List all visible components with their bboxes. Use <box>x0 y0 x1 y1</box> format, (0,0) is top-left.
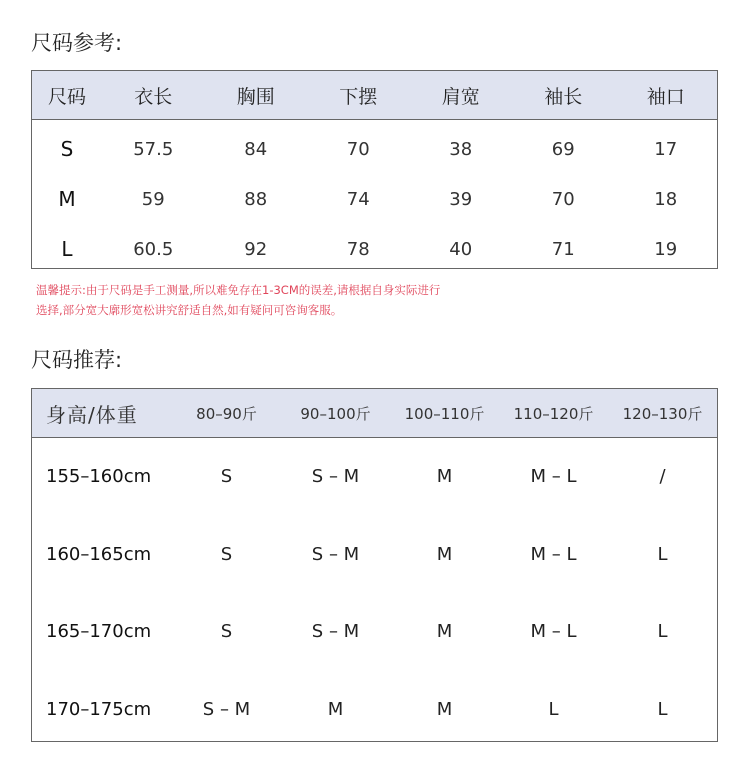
measurement-note <box>36 280 556 320</box>
header-cell: 80–90斤 <box>196 404 257 423</box>
table-row <box>32 516 717 594</box>
recommendation-header <box>32 389 717 438</box>
size-label: S <box>60 137 74 161</box>
table-cell: 92 <box>244 238 268 260</box>
table-cell: 71 <box>551 238 575 260</box>
recommendation-body <box>32 438 717 748</box>
height-range: 165–170cm <box>46 621 152 643</box>
table-cell: 74 <box>346 188 370 210</box>
table-cell: S – M <box>311 543 360 565</box>
table-cell: S <box>220 466 233 488</box>
table-cell: 59 <box>141 188 165 210</box>
height-range: 160–165cm <box>46 543 152 565</box>
table-cell: M <box>436 466 453 488</box>
size-label: M <box>58 187 76 211</box>
table-row <box>32 671 717 749</box>
table-cell: M – L <box>530 621 577 643</box>
table-cell: / <box>659 466 666 488</box>
table-cell: 19 <box>654 238 678 260</box>
size-reference-title: 尺码参考: <box>31 31 123 55</box>
table-cell: 84 <box>244 138 268 160</box>
header-cell: 110–120斤 <box>513 404 594 423</box>
table-cell: S <box>220 543 233 565</box>
size-chart-header <box>32 71 717 120</box>
header-cell: 袖口 <box>646 85 685 108</box>
table-cell: S – M <box>202 698 251 720</box>
table-cell: S <box>220 621 233 643</box>
table-cell: 78 <box>346 238 370 260</box>
size-chart-body <box>32 120 717 274</box>
header-cell: 120–130斤 <box>622 404 703 423</box>
table-cell: M – L <box>530 543 577 565</box>
table-cell: M <box>436 621 453 643</box>
table-cell: L <box>657 543 668 565</box>
table-row <box>32 224 717 274</box>
table-row <box>32 593 717 671</box>
table-cell: 60.5 <box>133 238 174 260</box>
header-cell: 尺码 <box>47 85 86 108</box>
table-cell: 39 <box>449 188 473 210</box>
table-row <box>32 438 717 516</box>
table-cell: M <box>436 543 453 565</box>
header-cell: 身高/体重 <box>46 402 138 427</box>
table-cell: 38 <box>449 138 473 160</box>
table-cell: M – L <box>530 466 577 488</box>
height-range: 155–160cm <box>46 466 152 488</box>
table-cell: M <box>436 698 453 720</box>
table-cell: 18 <box>654 188 678 210</box>
size-label: L <box>61 237 73 261</box>
table-cell: 88 <box>244 188 268 210</box>
table-cell: 17 <box>654 138 678 160</box>
header-cell: 胸围 <box>236 85 275 108</box>
size-recommendation-title: 尺码推荐: <box>31 348 123 372</box>
table-cell: L <box>548 698 559 720</box>
table-row <box>32 124 717 174</box>
header-cell: 袖长 <box>544 85 583 108</box>
table-cell: 57.5 <box>133 138 174 160</box>
table-cell: 70 <box>551 188 575 210</box>
header-cell: 衣长 <box>134 85 173 108</box>
note-line: 选择,部分宽大廓形宽松讲究舒适自然,如有疑问可咨询客服。 <box>36 303 343 317</box>
table-cell: S – M <box>311 466 360 488</box>
table-cell: 40 <box>449 238 473 260</box>
note-line: 温馨提示:由于尺码是手工测量,所以难免存在1-3CM的误差,请根据自身实际进行 <box>36 283 441 297</box>
header-cell: 90–100斤 <box>300 404 371 423</box>
table-cell: M <box>327 698 344 720</box>
table-cell: L <box>657 698 668 720</box>
table-cell: L <box>657 621 668 643</box>
header-cell: 下摆 <box>339 85 378 108</box>
header-cell: 100–110斤 <box>404 404 485 423</box>
size-recommendation-table <box>31 388 718 742</box>
table-cell: S – M <box>311 621 360 643</box>
table-cell: 70 <box>346 138 370 160</box>
table-row <box>32 174 717 224</box>
header-cell: 肩宽 <box>441 85 480 108</box>
size-chart-table <box>31 70 718 269</box>
height-range: 170–175cm <box>46 698 152 720</box>
table-cell: 69 <box>551 138 575 160</box>
